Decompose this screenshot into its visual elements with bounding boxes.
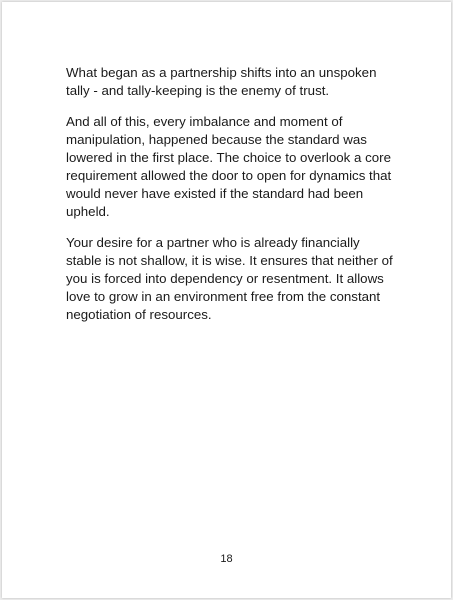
paragraph-1: What began as a partnership shifts into an unspoken tally - and tally-keeping is the enemy of trust. [66,65,377,98]
document-page [2,2,451,598]
page-number: 18 [220,553,233,565]
paragraph-2: And all of this, every imbalance and moment of manipulation, happened because the standard was lowered in the first place. The choice to overlook a core requirement allowed the door to open for dynamics that would never have existed if the standard had been upheld. [66,114,392,219]
page-body [66,64,396,337]
paragraph-3: Your desire for a partner who is already financially stable is not shallow, it is wise. It ensures that neither of you is forced into dependency or resentment. It allows love to grow in an environment free from the constant negotiation of resources. [66,235,393,322]
